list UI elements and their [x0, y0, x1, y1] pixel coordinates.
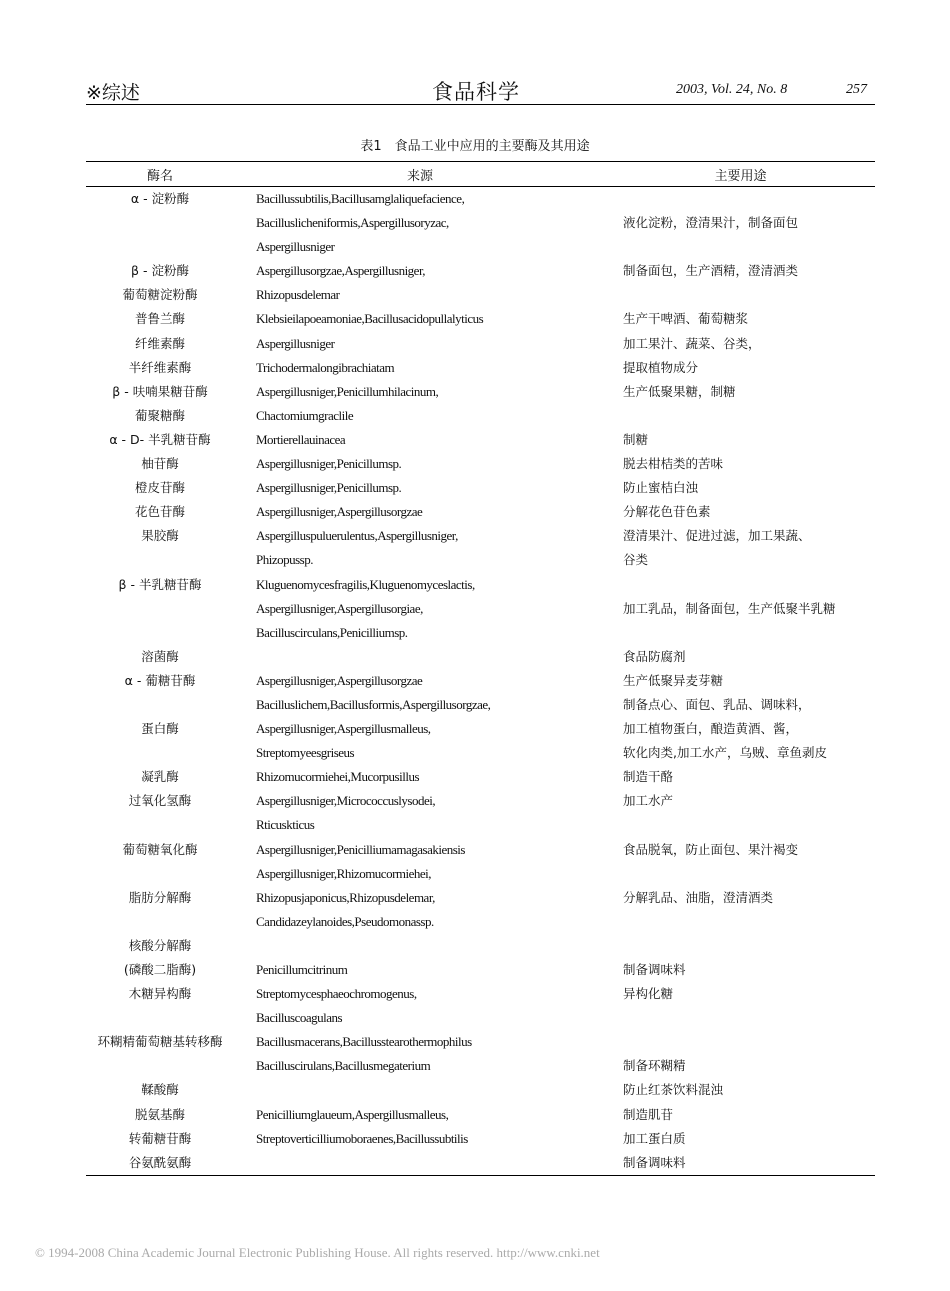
enzyme-source-cell: Aspergillusniger — [256, 335, 335, 351]
enzyme-source-cell: Bacilluslichem,Bacillusformis,Aspergillusorgzae, — [256, 696, 491, 712]
enzyme-source-cell: Aspergillusniger,Aspergillusorgiae, — [256, 600, 423, 616]
enzyme-use-cell: 加工蛋白质 — [623, 1130, 686, 1146]
enzyme-use-cell: 加工果汁、蔬菜、谷类， — [623, 335, 761, 351]
enzyme-name-cell — [86, 813, 234, 837]
enzyme-name-cell: 凝乳酶 — [141, 769, 179, 785]
enzyme-use-cell — [606, 1006, 875, 1030]
enzyme-use-cell: 生产低聚果糖，制糖 — [623, 383, 736, 399]
enzyme-table — [86, 161, 875, 1176]
enzyme-source-cell: Penicilliumglaueum,Aspergillusmalleus, — [256, 1106, 449, 1122]
enzyme-use-cell: 分解花色苷色素 — [623, 504, 711, 520]
enzyme-use-cell: 防止蜜桔白浊 — [623, 480, 699, 496]
table-row — [86, 693, 875, 717]
journal-title: 食品科学 — [432, 80, 520, 104]
table-row — [86, 1127, 875, 1151]
enzyme-name-cell: 环糊精葡萄糖基转移酶 — [97, 1034, 223, 1050]
table-row — [86, 597, 875, 621]
table-row — [86, 621, 875, 645]
enzyme-name-cell: 脱氨基酶 — [134, 1106, 185, 1122]
table-row — [86, 886, 875, 910]
enzyme-name-cell — [86, 1054, 234, 1078]
enzyme-source-cell: Rhizopusjaponicus,Rhizopusdelemar, — [256, 889, 435, 905]
col-header-use: 主要用途 — [606, 162, 875, 187]
enzyme-name-cell: 鞣酸酶 — [141, 1082, 179, 1098]
enzyme-source-cell: Bacillusmacerans,Bacillusstearothermophilus — [256, 1034, 472, 1050]
page-header — [0, 0, 950, 120]
enzyme-source-cell: Rhizopusdelemar — [256, 287, 340, 303]
enzyme-name-cell: 转葡糖苷酶 — [128, 1130, 192, 1146]
enzyme-name-cell: 核酸分解酶 — [128, 937, 192, 953]
enzyme-name-cell — [86, 597, 234, 621]
enzyme-name-cell: β - 半乳糖苷酶 — [118, 576, 202, 592]
enzyme-use-cell: 异构化糖 — [623, 986, 674, 1002]
enzyme-name-cell: 葡萄糖氧化酶 — [122, 841, 198, 857]
enzyme-use-cell — [606, 235, 875, 259]
table-caption: 表1 食品工业中应用的主要酶及其用途 — [360, 139, 590, 154]
enzyme-source-cell: Aspergillusniger,Aspergillusorgzae — [256, 504, 423, 520]
enzyme-name-cell — [86, 548, 234, 572]
table-row — [86, 813, 875, 837]
table-row — [86, 404, 875, 428]
table-row — [86, 669, 875, 693]
enzyme-source-cell: Bacilluscirculans,Penicilliumsp. — [256, 624, 408, 640]
table-row — [86, 332, 875, 356]
table-row — [86, 356, 875, 380]
enzyme-name-cell: 纤维素酶 — [134, 335, 185, 351]
enzyme-name-cell — [86, 621, 234, 645]
enzyme-use-cell: 制造干酪 — [623, 769, 674, 785]
enzyme-source-cell: Aspergillusniger,Micrococcuslysodei, — [256, 793, 436, 809]
enzyme-use-cell: 制备环糊精 — [623, 1058, 686, 1074]
table-row — [86, 259, 875, 283]
enzyme-source-cell — [234, 645, 606, 669]
section-label: ※综述 — [86, 82, 140, 104]
enzyme-name-cell: 木糖异构酶 — [128, 986, 192, 1002]
enzyme-name-cell: α - 淀粉酶 — [130, 191, 190, 206]
table-row — [86, 765, 875, 789]
enzyme-source-cell — [234, 1151, 606, 1176]
enzyme-name-cell — [86, 862, 234, 886]
enzyme-name-cell — [86, 211, 234, 235]
enzyme-source-cell: Phizopussp. — [256, 552, 313, 568]
table-row — [86, 428, 875, 452]
table-row — [86, 307, 875, 331]
col-header-source: 来源 — [234, 162, 606, 187]
table-row — [86, 910, 875, 934]
table-row — [86, 573, 875, 597]
enzyme-name-cell: 谷氨酰氨酶 — [128, 1154, 192, 1170]
enzyme-use-cell — [606, 187, 875, 212]
enzyme-name-cell: 溶菌酶 — [141, 648, 179, 664]
enzyme-name-cell: 果胶酶 — [141, 528, 179, 544]
table-row — [86, 1030, 875, 1054]
enzyme-use-cell: 加工乳品，制备面包，生产低聚半乳糖 — [623, 600, 836, 616]
enzyme-use-cell: 分解乳品、油脂，澄清酒类 — [623, 889, 774, 905]
enzyme-name-cell: 葡聚糖酶 — [134, 407, 185, 423]
table-row — [86, 187, 875, 212]
enzyme-name-cell — [86, 235, 234, 259]
enzyme-name-cell — [86, 910, 234, 934]
copyright-footer: © 1994-2008 China Academic Journal Electronic Publishing House. All rights reserved. http://www.cnki.net — [35, 1245, 600, 1260]
table-row — [86, 1103, 875, 1127]
enzyme-name-cell: 花色苷酶 — [134, 504, 185, 520]
enzyme-name-cell: 过氧化氢酶 — [128, 793, 192, 809]
table-row — [86, 283, 875, 307]
table-row — [86, 934, 875, 958]
table-row — [86, 982, 875, 1006]
table-body — [86, 187, 875, 1176]
enzyme-use-cell: 谷类 — [623, 552, 649, 568]
table-row — [86, 1078, 875, 1102]
enzyme-use-cell: 液化淀粉，澄清果汁，制备面包 — [623, 215, 799, 231]
enzyme-source-cell: Streptoverticilliumoboraenes,Bacillussubtilis — [256, 1130, 468, 1146]
enzyme-use-cell — [606, 1030, 875, 1054]
enzyme-name-cell: 普鲁兰酶 — [134, 311, 185, 327]
enzyme-name-cell: α - 葡糖苷酶 — [124, 672, 196, 688]
table-row — [86, 958, 875, 982]
header-rule — [86, 104, 875, 105]
enzyme-use-cell: 食品脱氧，防止面包、果汁褐变 — [623, 841, 799, 857]
enzyme-use-cell: 提取植物成分 — [623, 359, 699, 375]
enzyme-name-cell — [86, 741, 234, 765]
table-row — [86, 476, 875, 500]
enzyme-source-cell: Aspergillusniger,Aspergillusorgzae — [256, 672, 423, 688]
page-number: 257 — [846, 82, 867, 97]
enzyme-source-cell: Mortierellauinacea — [256, 431, 346, 447]
enzyme-source-cell: Aspergillusniger,Aspergillusmalleus, — [256, 721, 431, 737]
enzyme-source-cell: Candidazeylanoides,Pseudomonassp. — [256, 913, 434, 929]
table-row — [86, 211, 875, 235]
enzyme-source-cell: Aspergillusniger,Penicilliumamagasakiensis — [256, 841, 465, 857]
enzyme-use-cell: 澄清果汁、促进过滤，加工果蔬、 — [623, 528, 811, 544]
enzyme-source-cell: Bacilluslicheniformis,Aspergillusoryzac, — [256, 215, 449, 231]
enzyme-name-cell: β - 淀粉酶 — [131, 263, 189, 279]
enzyme-use-cell: 制备调味料 — [623, 1154, 686, 1170]
enzyme-use-cell — [606, 404, 875, 428]
enzyme-use-cell — [606, 573, 875, 597]
table-row — [86, 741, 875, 765]
table-row — [86, 1151, 875, 1176]
enzyme-use-cell: 制造肌苷 — [623, 1106, 674, 1122]
enzyme-source-cell: Bacillussubtilis,Bacillusamglaliquefacience, — [256, 191, 465, 206]
enzyme-use-cell: 食品防腐剂 — [623, 648, 686, 664]
table-row — [86, 789, 875, 813]
table-row — [86, 862, 875, 886]
enzyme-source-cell: Aspergillusniger,Penicillumsp. — [256, 456, 402, 472]
enzyme-name-cell — [86, 1006, 234, 1030]
enzyme-source-cell: Aspergillusniger,Rhizomucormiehei, — [256, 865, 432, 881]
enzyme-name-cell: 柚苷酶 — [141, 456, 179, 472]
table-row — [86, 500, 875, 524]
enzyme-source-cell: Kluguenomycesfragilis,Kluguenomyceslactis, — [256, 576, 475, 592]
enzyme-use-cell: 制糖 — [623, 431, 649, 447]
table-row — [86, 380, 875, 404]
enzyme-name-cell — [86, 693, 234, 717]
table-row — [86, 1054, 875, 1078]
table-row — [86, 235, 875, 259]
enzyme-source-cell: Aspergilluspuluerulentus,Aspergillusniger, — [256, 528, 458, 544]
enzyme-name-cell: 蛋白酶 — [141, 721, 179, 737]
table-row — [86, 717, 875, 741]
enzyme-use-cell: 防止红茶饮料混浊 — [623, 1082, 724, 1098]
enzyme-use-cell: 生产干啤酒、葡萄糖浆 — [623, 311, 749, 327]
enzyme-name-cell: 脂肪分解酶 — [128, 889, 192, 905]
table-row — [86, 1006, 875, 1030]
enzyme-source-cell: Penicillumcitrinum — [256, 962, 348, 977]
enzyme-use-cell — [606, 934, 875, 958]
enzyme-source-cell: Streptomycesphaeochromogenus, — [256, 986, 417, 1002]
enzyme-use-cell: 软化肉类,加工水产，乌贼、章鱼剥皮 — [623, 745, 827, 761]
col-header-name: 酶名 — [86, 162, 234, 187]
enzyme-use-cell: 制备面包，生产酒精，澄清酒类 — [623, 263, 799, 279]
enzyme-use-cell — [606, 862, 875, 886]
table-row — [86, 524, 875, 548]
enzyme-name-cell: (磷酸二脂酶) — [123, 962, 197, 977]
enzyme-use-cell — [606, 813, 875, 837]
enzyme-source-cell: Klebsieilapoeamoniae,Bacillusacidopullalyticus — [256, 311, 484, 327]
enzyme-use-cell — [606, 910, 875, 934]
table-row — [86, 548, 875, 572]
enzyme-name-cell: 葡萄糖淀粉酶 — [122, 287, 198, 303]
issue-info: 2003, Vol. 24, No. 8 — [676, 82, 788, 97]
enzyme-source-cell: Rhizomucormiehei,Mucorpusillus — [256, 769, 420, 785]
table-row — [86, 452, 875, 476]
enzyme-use-cell: 制备调味料 — [623, 962, 686, 977]
enzyme-use-cell: 生产低聚异麦芽糖 — [623, 672, 724, 688]
enzyme-source-cell: Rticuskticus — [256, 817, 315, 833]
table-row — [86, 645, 875, 669]
enzyme-source-cell — [234, 1078, 606, 1102]
enzyme-name-cell: 橙皮苷酶 — [134, 480, 185, 496]
table-row — [86, 838, 875, 862]
enzyme-source-cell: Aspergillusniger,Penicillumsp. — [256, 480, 402, 496]
enzyme-name-cell: α - D- 半乳糖苷酶 — [109, 431, 211, 447]
enzyme-source-cell: Trichodermalongibrachiatam — [256, 359, 395, 375]
enzyme-use-cell: 加工水产 — [623, 793, 674, 809]
enzyme-use-cell — [606, 283, 875, 307]
enzyme-source-cell: Bacilluscoagulans — [256, 1010, 343, 1026]
enzyme-name-cell: 半纤维素酶 — [128, 359, 192, 375]
enzyme-source-cell: Aspergillusniger,Penicillumhilacinum, — [256, 383, 439, 399]
enzyme-use-cell — [606, 621, 875, 645]
enzyme-name-cell: β - 呋喃果糖苷酶 — [112, 383, 208, 399]
enzyme-source-cell — [234, 934, 606, 958]
enzyme-source-cell: Aspergillusorgzae,Aspergillusniger, — [256, 263, 426, 279]
enzyme-use-cell: 加工植物蛋白，酿造黄酒、酱， — [623, 721, 799, 737]
enzyme-source-cell: Chactomiumgraclile — [256, 407, 354, 423]
enzyme-use-cell: 脱去柑桔类的苦味 — [623, 456, 724, 472]
enzyme-source-cell: Streptomyeesgriseus — [256, 745, 355, 761]
enzyme-source-cell: Aspergillusniger — [256, 239, 335, 255]
table-header-row — [86, 162, 875, 187]
enzyme-use-cell: 制备点心、面包、乳品、调味料， — [623, 696, 811, 712]
enzyme-source-cell: Bacilluscirulans,Bacillusmegaterium — [256, 1058, 431, 1074]
